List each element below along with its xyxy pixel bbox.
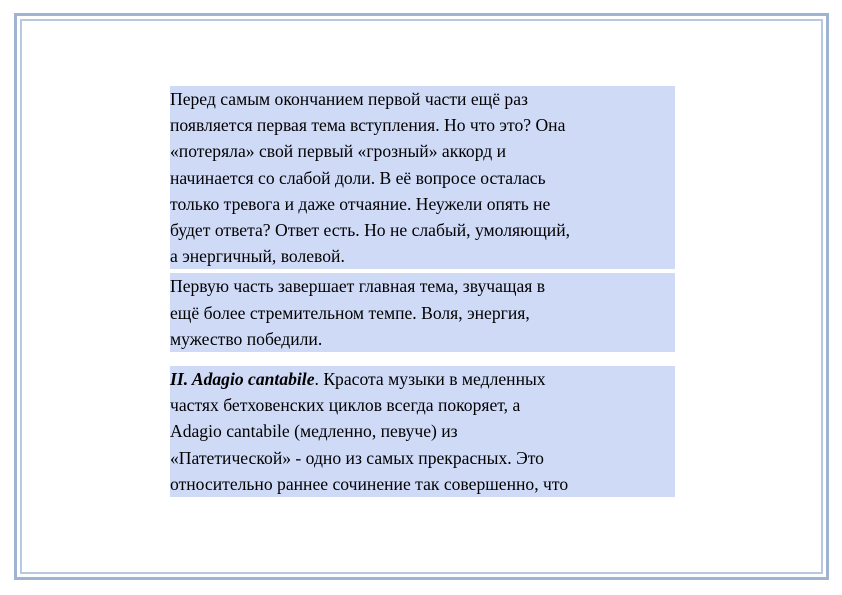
section-heading-adagio: II. Adagio cantabile bbox=[170, 369, 315, 390]
text-block bbox=[170, 86, 675, 497]
paragraph-3 bbox=[170, 366, 675, 497]
paragraph-1: Перед самым окончанием первой части ещё раз появляется первая тема вступления. Но что это? Она «потеряла» свой первый «грозный» аккорд и начинается со слабой доли. В её вопросе осталась только тревога и даже отчаяние. Неужели опять не будет ответа? Ответ есть. Но не слабый, умоляющий, а энергичный, волевой. bbox=[170, 86, 675, 269]
paragraph-2: Первую часть завершает главная тема, звучащая в ещё более стремительном темпе. Воля, энергия, мужество победили. bbox=[170, 273, 675, 352]
paragraph-3-text: . Красота музыки в медленных частях бетховенских циклов всегда покоряет, а Adagio cantabile (медленно, певуче) из «Патетической» - одно из самых прекрасных. Это относительно раннее сочинение так совершенно, что bbox=[170, 369, 569, 494]
